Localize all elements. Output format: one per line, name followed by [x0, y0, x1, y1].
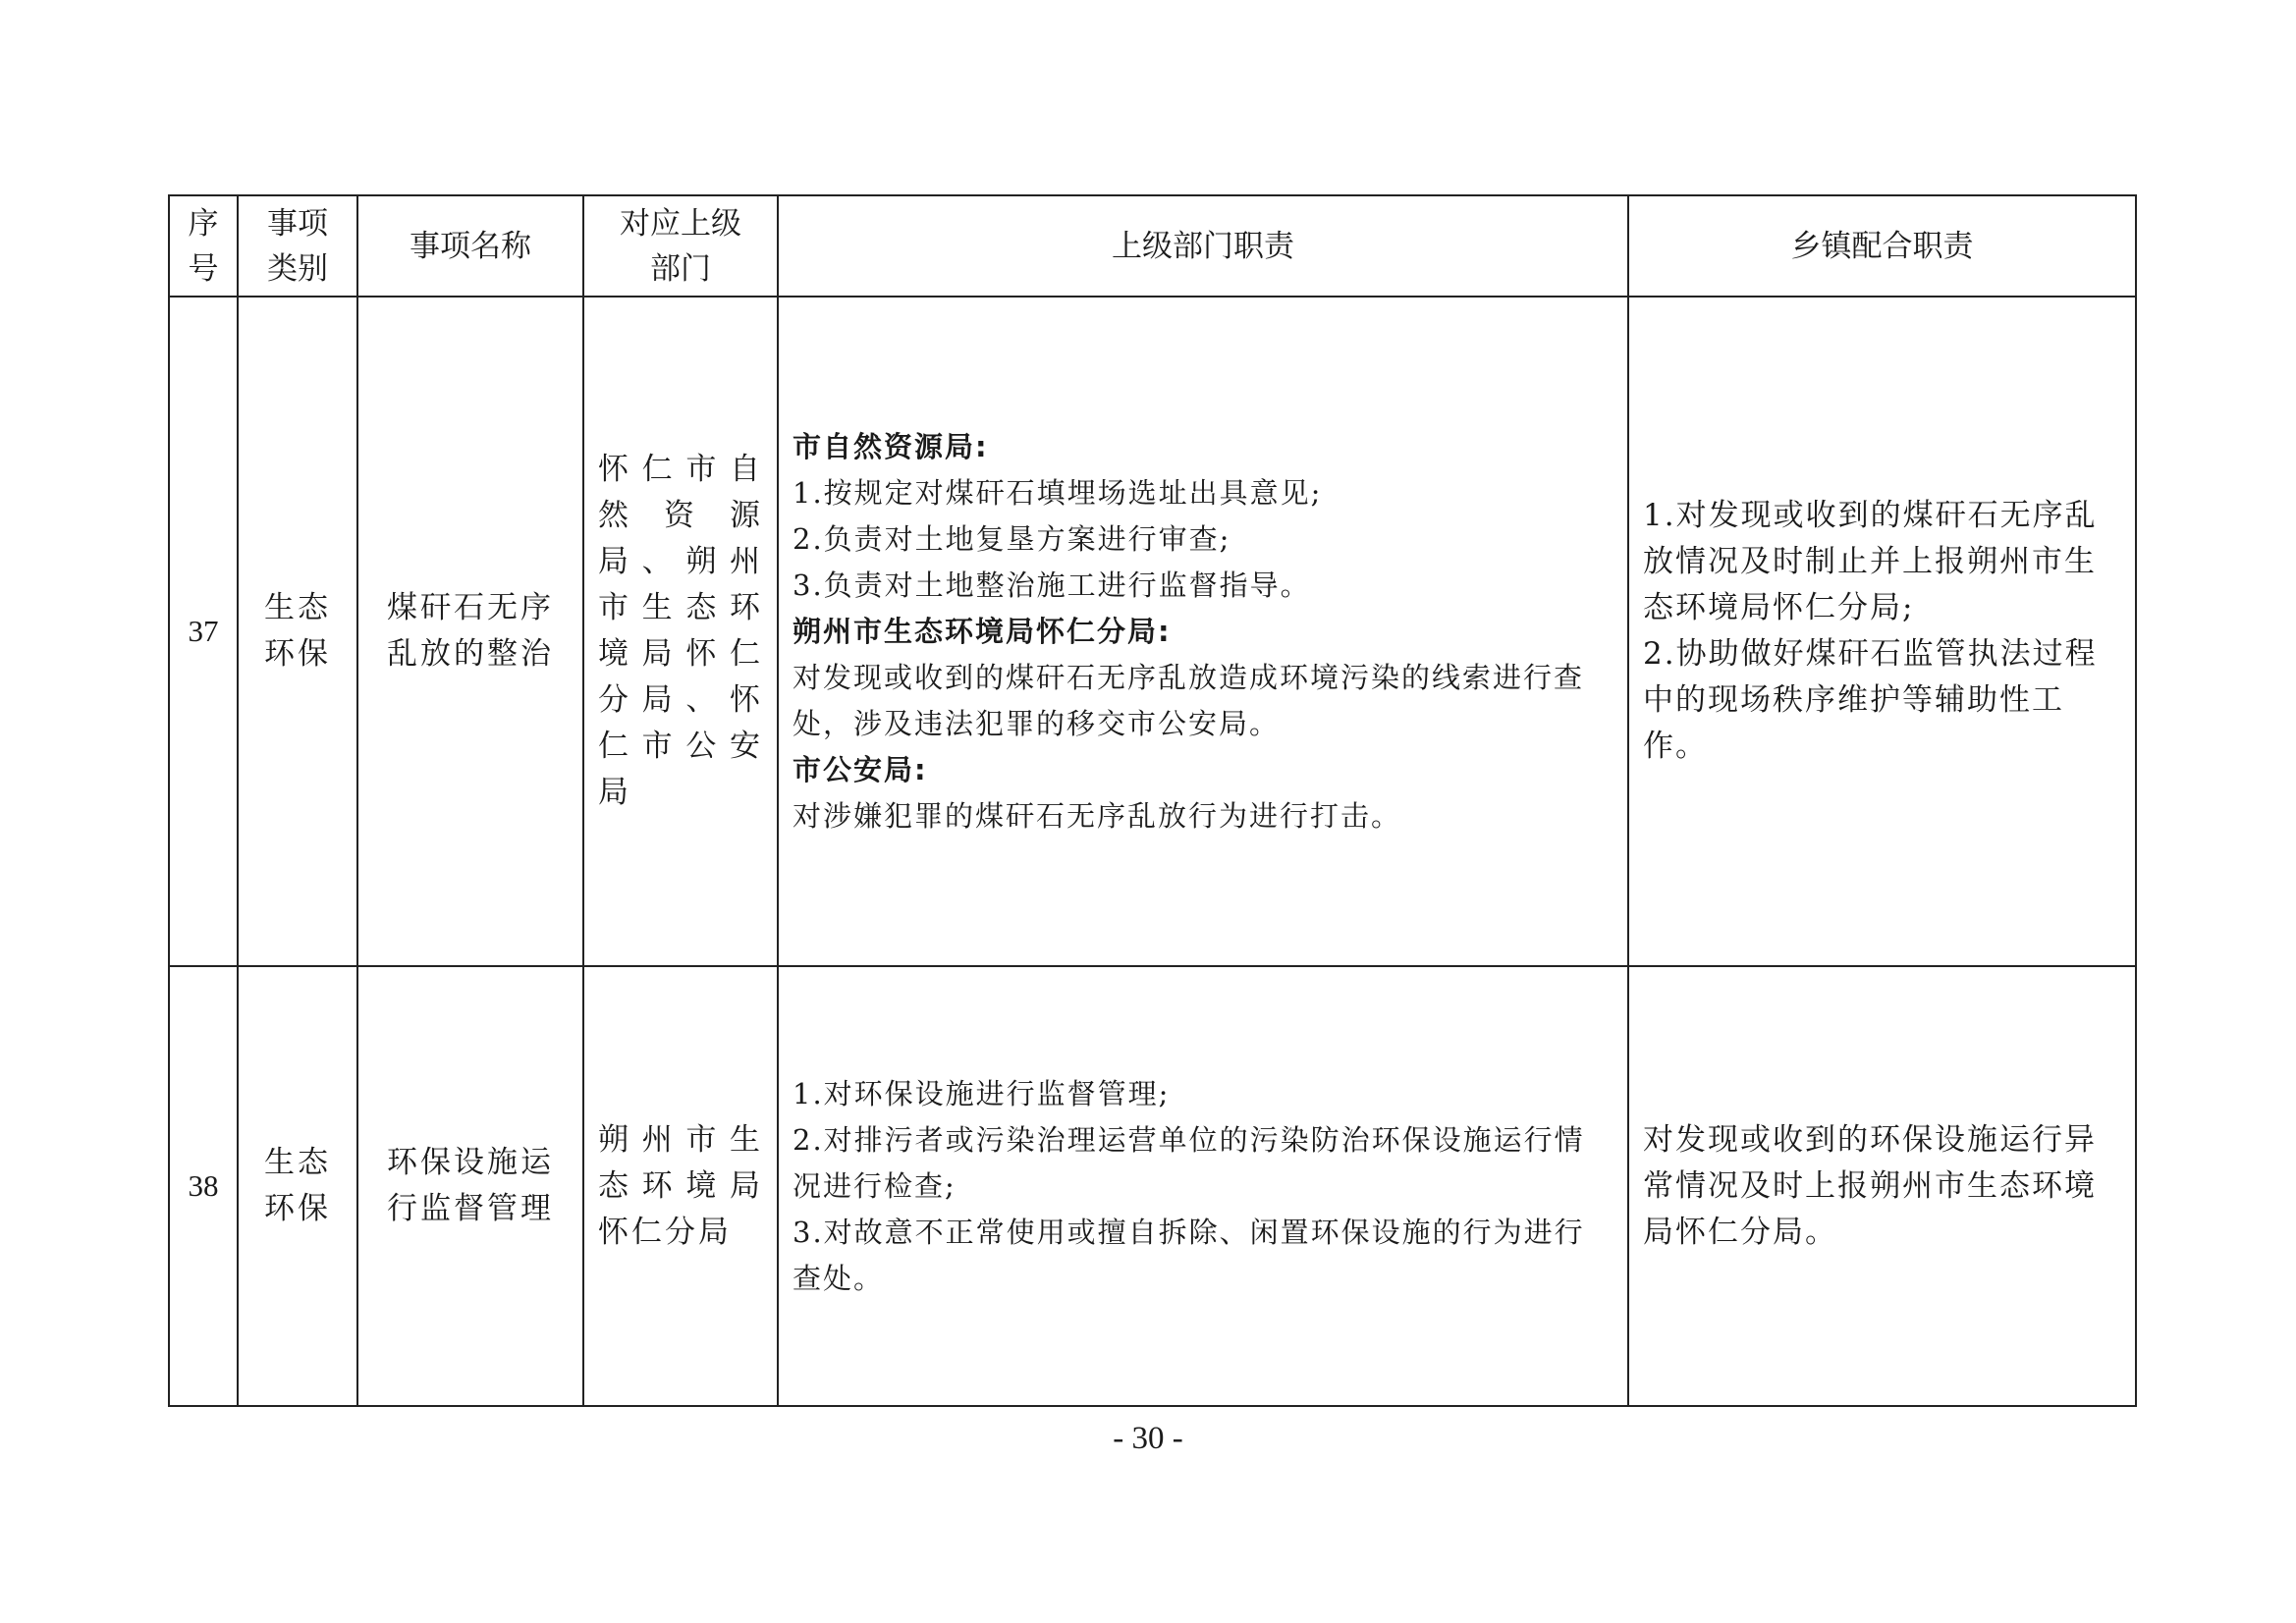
duty-section-heading: 朔州市生态环境局怀仁分局: [793, 614, 1172, 648]
row-superior-dept: 朔州市生态环境局怀仁分局 [583, 966, 778, 1406]
row-seq: 37 [169, 297, 238, 966]
duty-section-heading: 市自然资源局: [793, 429, 989, 463]
row-item-name: 煤矸石无序乱放的整治 [357, 297, 583, 966]
table-header-row [169, 195, 2136, 297]
row-township-duty [1628, 297, 2136, 966]
row-township-duty [1628, 966, 2136, 1406]
duty-section-heading: 市公安局: [793, 752, 928, 786]
row-category: 生态环保 [238, 297, 357, 966]
row-superior-dept: 怀仁市自然资源局、朔州市生态环境局怀仁分局、怀仁市公安局 [583, 297, 778, 966]
table-row [169, 297, 2136, 966]
duty-line: 1.按规定对煤矸石填埋场选址出具意见; [793, 475, 1323, 510]
table-row [169, 966, 2136, 1406]
header-item-name: 事项名称 [357, 195, 583, 297]
duty-line: 2.对排污者或污染治理运营单位的污染防治环保设施运行情况进行检查; [793, 1122, 1585, 1203]
responsibility-table [168, 194, 2137, 1407]
header-superior-dept: 对应上级部门 [583, 195, 778, 297]
page-number: - 30 - [1113, 1421, 1183, 1456]
duty-line: 1.对环保设施进行监督管理; [793, 1076, 1171, 1110]
header-township-duty: 乡镇配合职责 [1628, 195, 2136, 297]
row-superior-duty [778, 297, 1628, 966]
duty-line: 3.对故意不正常使用或擅自拆除、闲置环保设施的行为进行查处。 [793, 1215, 1585, 1295]
row-superior-duty [778, 966, 1628, 1406]
duty-line: 3.负责对土地整治施工进行监督指导。 [793, 568, 1311, 602]
row-seq: 38 [169, 966, 238, 1406]
coop-line: 1.对发现或收到的煤矸石无序乱放情况及时制止并上报朔州市生态环境局怀仁分局; [1643, 498, 2098, 625]
header-superior-duty: 上级部门职责 [778, 195, 1628, 297]
row-item-name: 环保设施运行监督管理 [357, 966, 583, 1406]
coop-line: 对发现或收到的环保设施运行异常情况及时上报朔州市生态环境局怀仁分局。 [1643, 1121, 2097, 1250]
duty-line: 对发现或收到的煤矸石无序乱放造成环境污染的线索进行查处，涉及违法犯罪的移交市公安局。 [793, 660, 1585, 740]
header-category: 事项类别 [238, 195, 357, 297]
row-category: 生态环保 [238, 966, 357, 1406]
duty-line: 对涉嫌犯罪的煤矸石无序乱放行为进行打击。 [793, 798, 1402, 833]
duty-line: 2.负责对土地复垦方案进行审查; [793, 521, 1231, 556]
header-seq: 序号 [169, 195, 238, 297]
coop-line: 2.协助做好煤矸石监管执法过程中的现场秩序维护等辅助性工作。 [1643, 636, 2098, 764]
